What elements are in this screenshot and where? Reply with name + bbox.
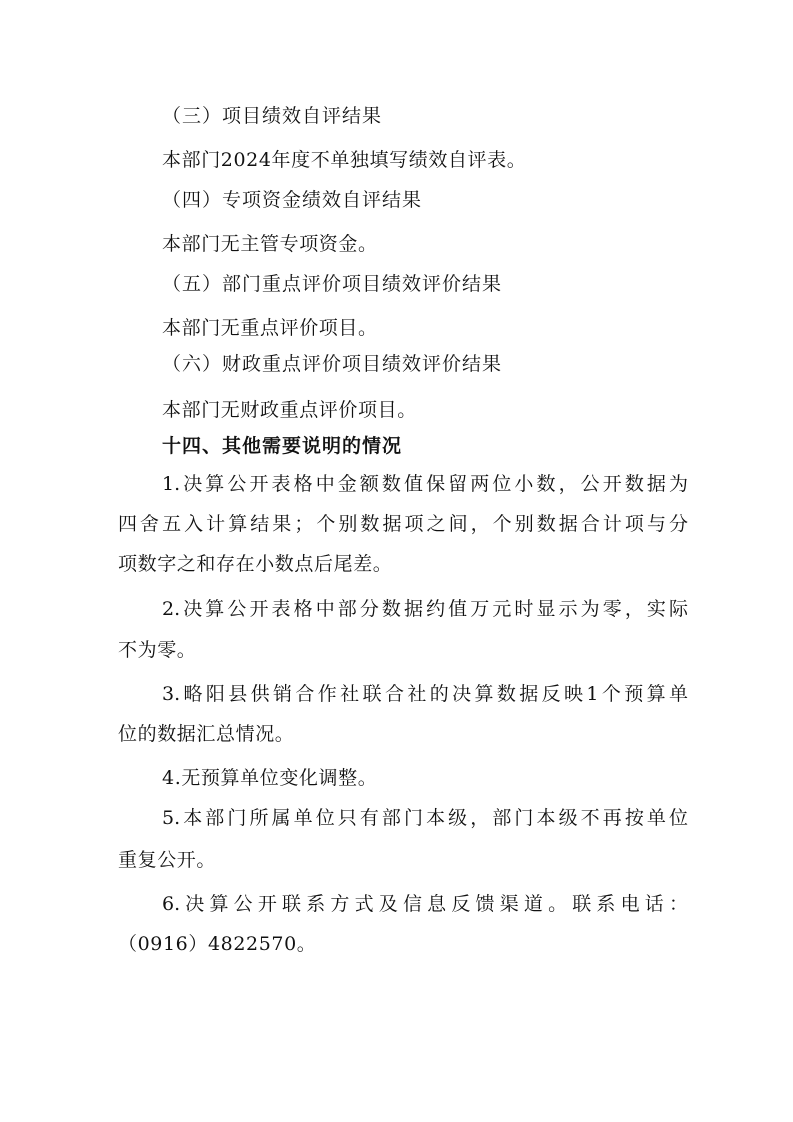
section-3-heading: （三）项目绩效自评结果: [162, 105, 383, 127]
item-4-line-1: 4.无预算单位变化调整。: [162, 767, 378, 789]
item-6-line-2: （0916）4822570。: [118, 933, 317, 955]
section-6-text: 本部门无财政重点评价项目。: [162, 399, 417, 421]
item-6-line-1: 6.决算公开联系方式及信息反馈渠道。联系电话：: [162, 893, 688, 915]
section-6-heading: （六）财政重点评价项目绩效评价结果: [162, 353, 503, 375]
section-3-text: 本部门2024年度不单独填写绩效自评表。: [162, 149, 527, 171]
item-2-line-1: 2.决算公开表格中部分数据约值万元时显示为零，实际: [162, 598, 688, 620]
item-1-line-3: 项数字之和存在小数点后尾差。: [118, 553, 393, 575]
item-1-line-1: 1.决算公开表格中金额数值保留两位小数，公开数据为: [162, 473, 688, 495]
item-5-line-2: 重复公开。: [118, 849, 217, 871]
section-14-heading: 十四、其他需要说明的情况: [162, 435, 403, 457]
item-3-line-1: 3.略阳县供销合作社联合社的决算数据反映1个预算单: [162, 683, 688, 705]
section-4-text: 本部门无主管专项资金。: [162, 233, 378, 255]
section-5-heading: （五）部门重点评价项目绩效评价结果: [162, 273, 503, 295]
section-4-heading: （四）专项资金绩效自评结果: [162, 189, 423, 211]
item-1-line-2: 四舍五入计算结果；个别数据项之间，个别数据合计项与分: [118, 513, 688, 535]
section-5-text: 本部门无重点评价项目。: [162, 317, 378, 339]
item-2-line-2: 不为零。: [118, 639, 197, 661]
item-5-line-1: 5.本部门所属单位只有部门本级，部门本级不再按单位: [162, 807, 688, 829]
item-3-line-2: 位的数据汇总情况。: [118, 723, 295, 745]
